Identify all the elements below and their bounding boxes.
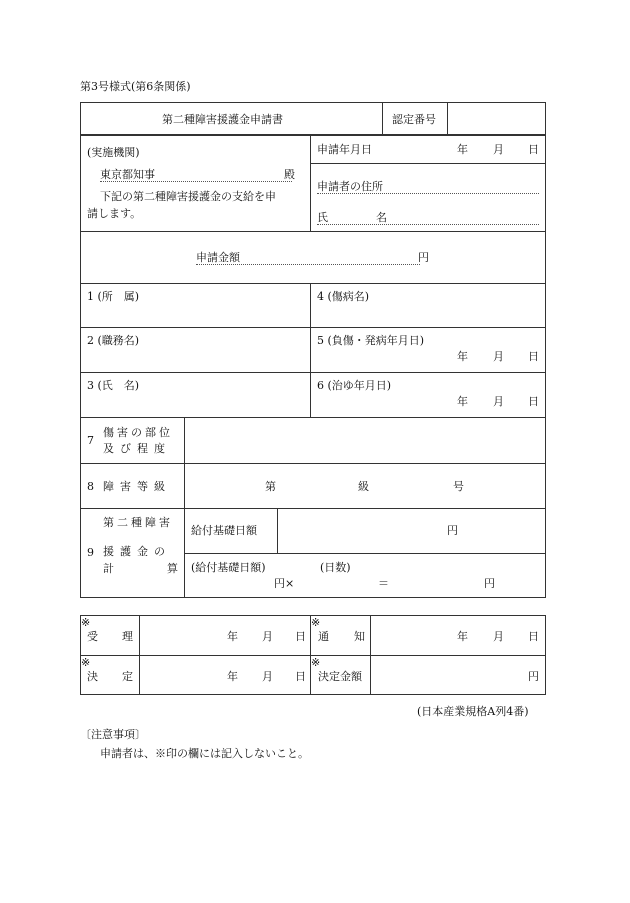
- col-line: [310, 135, 311, 231]
- addressee-dotted-line: [100, 181, 292, 182]
- mark-symbol: ※: [311, 616, 321, 629]
- item9-line2: 援護金の: [103, 545, 171, 558]
- item8-label: 障害等級: [103, 480, 171, 493]
- paper-size-note: (日本産業規格A列4番): [417, 705, 529, 718]
- row-line: [80, 508, 546, 509]
- item7-line2: 及び程度: [103, 442, 171, 455]
- day-label: 日: [528, 143, 539, 156]
- item-affiliation: 1 (所 属): [87, 290, 140, 303]
- decide-label-1: 決: [87, 670, 98, 683]
- request-line1: 下記の第二種障害援護金の支給を申: [100, 190, 276, 203]
- col-line: [184, 417, 185, 598]
- calc-yen: 円: [484, 577, 495, 590]
- agency-label: (実施機関): [87, 146, 140, 159]
- year-label: 年: [457, 350, 468, 363]
- row-line: [80, 327, 546, 328]
- amount-label: 申請金額: [196, 251, 240, 264]
- year-label: 年: [227, 630, 238, 643]
- accept-label-1: 受: [87, 630, 98, 643]
- year-label: 年: [457, 395, 468, 408]
- grade-go: 号: [453, 480, 464, 493]
- col-line: [139, 615, 140, 695]
- item9-line3-b: 算: [167, 562, 178, 575]
- decided-amount-yen: 円: [528, 670, 539, 683]
- col-line: [277, 508, 278, 553]
- calc-times: 円×: [274, 577, 295, 590]
- item9-number: 9: [87, 546, 94, 559]
- year-label: 年: [457, 630, 468, 643]
- mark-symbol: ※: [311, 656, 321, 669]
- item9-line1: 第二種障害: [103, 516, 173, 529]
- amount-unit: 円: [418, 251, 429, 264]
- mark-symbol: ※: [81, 656, 91, 669]
- request-line2: 請します。: [87, 207, 142, 220]
- cert-no-value[interactable]: [448, 103, 544, 134]
- day-label: 日: [528, 350, 539, 363]
- notify-label-1: 通: [318, 630, 329, 643]
- grade-dai: 第: [265, 480, 276, 493]
- notify-label-2: 知: [354, 630, 365, 643]
- item-name: 3 (氏 名): [87, 379, 140, 392]
- year-label: 年: [457, 143, 468, 156]
- month-label: 月: [262, 670, 273, 683]
- amount-dotted-line: [196, 264, 420, 265]
- item-job-title: 2 (職務名): [87, 334, 140, 347]
- item9-line3-a: 計: [103, 562, 114, 575]
- day-label: 日: [528, 395, 539, 408]
- month-label: 月: [493, 143, 504, 156]
- title-divider: [382, 102, 383, 135]
- day-label: 日: [528, 630, 539, 643]
- row-line: [80, 231, 546, 232]
- month-label: 月: [493, 630, 504, 643]
- base-daily-label: 給付基礎日額: [191, 524, 257, 537]
- day-label: 日: [295, 630, 306, 643]
- row-line: [80, 463, 546, 464]
- item7-number: 7: [87, 434, 94, 447]
- item8-number: 8: [87, 480, 94, 493]
- cert-no-label: 認定番号: [392, 113, 436, 126]
- year-label: 年: [227, 670, 238, 683]
- month-label: 月: [493, 395, 504, 408]
- calc-days-label: (日数): [320, 561, 351, 574]
- col-line: [370, 615, 371, 695]
- day-label: 日: [295, 670, 306, 683]
- name-label-1: 氏: [317, 211, 328, 224]
- name-dotted-line: [317, 224, 539, 225]
- item-injury-date: 5 (負傷・発病年月日): [317, 334, 425, 347]
- item-recovery-date: 6 (治ゆ年月日): [317, 379, 392, 392]
- notes-body: 申請者は、※印の欄には記入しないこと。: [100, 747, 309, 760]
- item7-line1: 傷害の部位: [103, 426, 173, 439]
- accept-label-2: 理: [122, 630, 133, 643]
- base-daily-yen: 円: [447, 524, 458, 537]
- month-label: 月: [262, 630, 273, 643]
- row-line: [184, 553, 546, 554]
- addressee: 東京都知事: [100, 168, 155, 181]
- decided-amount-label: 決定金額: [318, 670, 362, 683]
- row-line: [80, 372, 546, 373]
- address-dotted-line: [317, 193, 539, 194]
- row-line: [310, 163, 546, 164]
- form-title: 第二種障害援護金申請書: [162, 113, 283, 126]
- name-label-2: 名: [376, 211, 387, 224]
- grade-kyu: 級: [358, 480, 369, 493]
- row-line: [80, 417, 546, 418]
- row-line: [80, 283, 546, 284]
- item-injury-name: 4 (傷病名): [317, 290, 370, 303]
- form-number: 第3号様式(第6条関係): [80, 80, 191, 93]
- address-label: 申請者の住所: [317, 180, 383, 193]
- mark-symbol: ※: [81, 616, 91, 629]
- honorific: 殿: [284, 168, 295, 181]
- decide-label-2: 定: [122, 670, 133, 683]
- col-line: [310, 283, 311, 417]
- month-label: 月: [493, 350, 504, 363]
- application-date-label: 申請年月日: [317, 143, 372, 156]
- notes-title: 〔注意事項〕: [80, 728, 146, 741]
- calc-equals: ＝: [378, 577, 389, 590]
- calc-base-label: (給付基礎日額): [191, 561, 266, 574]
